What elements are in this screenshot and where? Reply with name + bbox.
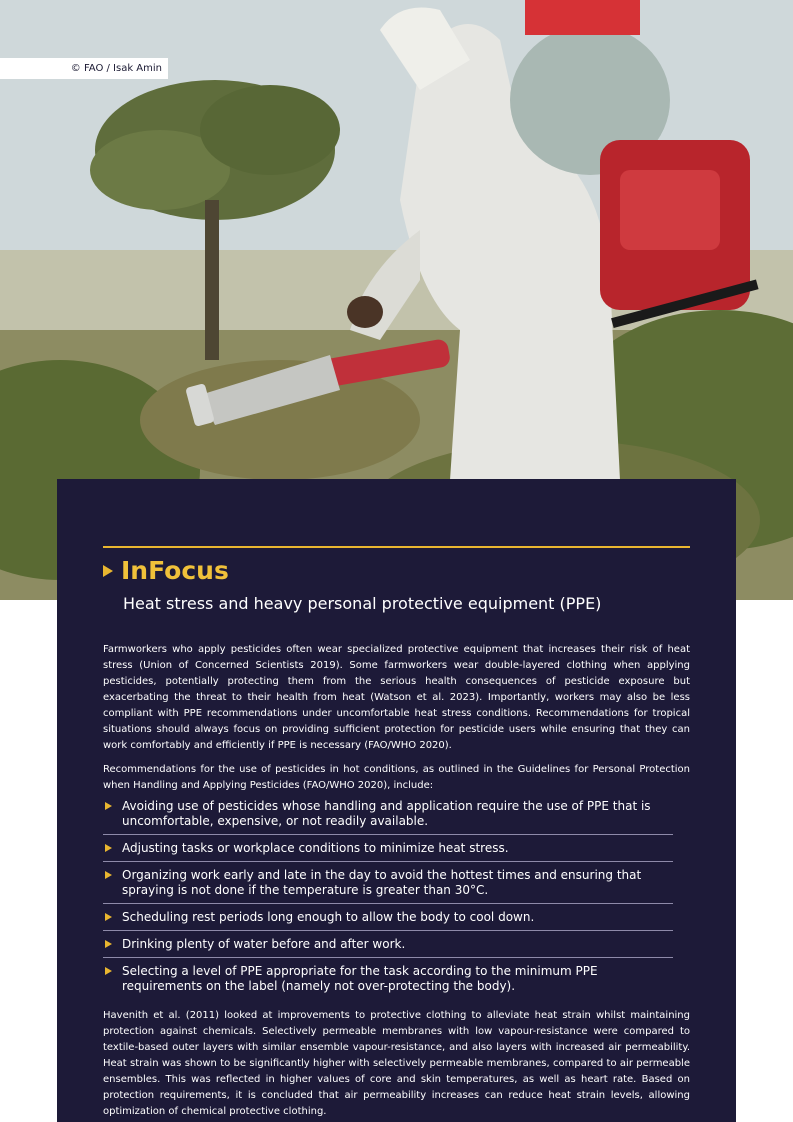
triangle-bullet-icon (105, 844, 112, 852)
recommendations-list (103, 799, 673, 1005)
list-item-text: Organizing work early and late in the day to avoid the hottest times and ensuring that spraying is not done if the temperature is greater than 30°C. (122, 868, 642, 897)
triangle-icon (103, 565, 113, 577)
list-item (103, 868, 673, 904)
box-title: Heat stress and heavy personal protective equipment (PPE) (123, 594, 602, 613)
list-item (103, 799, 673, 835)
guidelines-paragraph: Recommendations for the use of pesticides in hot conditions, as outlined in the Guidelines for Personal Protection when Handling and Applying Pesticides (FAO/WHO 2020), include: (103, 764, 690, 791)
list-item-text: Drinking plenty of water before and after work. (122, 937, 406, 951)
infocus-heading (103, 553, 229, 587)
list-item-text: Avoiding use of pesticides whose handling and application require the use of PPE that is uncomfortable, expensive, or not readily available. (122, 799, 651, 828)
list-item-text: Adjusting tasks or workplace conditions to minimize heat stress. (122, 841, 509, 855)
list-item-text: Selecting a level of PPE appropriate for the task according to the minimum PPE requirements on the label (namely not over-protecting the body). (122, 964, 598, 993)
havenith-paragraph: Havenith et al. (2011) looked at improvements to protective clothing to alleviate heat strain whilst maintaining protection against chemicals. Selectively permeable membranes with low vapour-resistance were compared to textile-based outer layers with similar ensemble vapour-resistance, and also layers with increased air permeability. Heat strain was shown to be significantly higher with selectively permeable membranes, compared to air permeable ensembles. This was reflected in higher values of core and skin temperatures, as well as heart rate. Based on protection requirements, it is concluded that air permeability increases can reduce heat strain levels, allowing optimization of chemical protective clothing. (103, 1010, 690, 1117)
triangle-bullet-icon (105, 940, 112, 948)
top-rule (103, 546, 690, 548)
intro-paragraph: Farmworkers who apply pesticides often wear specialized protective equipment that increases their risk of heat stress (Union of Concerned Scientists 2019). Some farmworkers wear double-layered clothing when applying pesticides, potentially protecting them from the serious health consequences of pesticide exposure but exacerbating the threat to their health from heat (Watson et al. 2023). Importantly, workers may also be less compliant with PPE recommendations under uncomfortable heat stress conditions. Recommendations for tropical situations should always focus on providing sufficient protection for pesticide users while ensuring that they can work comfortably and efficiently if PPE is necessary (FAO/WHO 2020). (103, 644, 690, 751)
triangle-bullet-icon (105, 871, 112, 879)
list-item-text: Scheduling rest periods long enough to allow the body to cool down. (122, 910, 535, 924)
list-item (103, 910, 673, 931)
photo-credit: © FAO / Isak Amin (0, 58, 168, 79)
list-item (103, 937, 673, 958)
infocus-kicker: InFocus (121, 555, 229, 585)
list-item (103, 841, 673, 862)
triangle-bullet-icon (105, 967, 112, 975)
infocus-panel (57, 479, 736, 1122)
list-item (103, 964, 673, 999)
triangle-bullet-icon (105, 802, 112, 810)
triangle-bullet-icon (105, 913, 112, 921)
